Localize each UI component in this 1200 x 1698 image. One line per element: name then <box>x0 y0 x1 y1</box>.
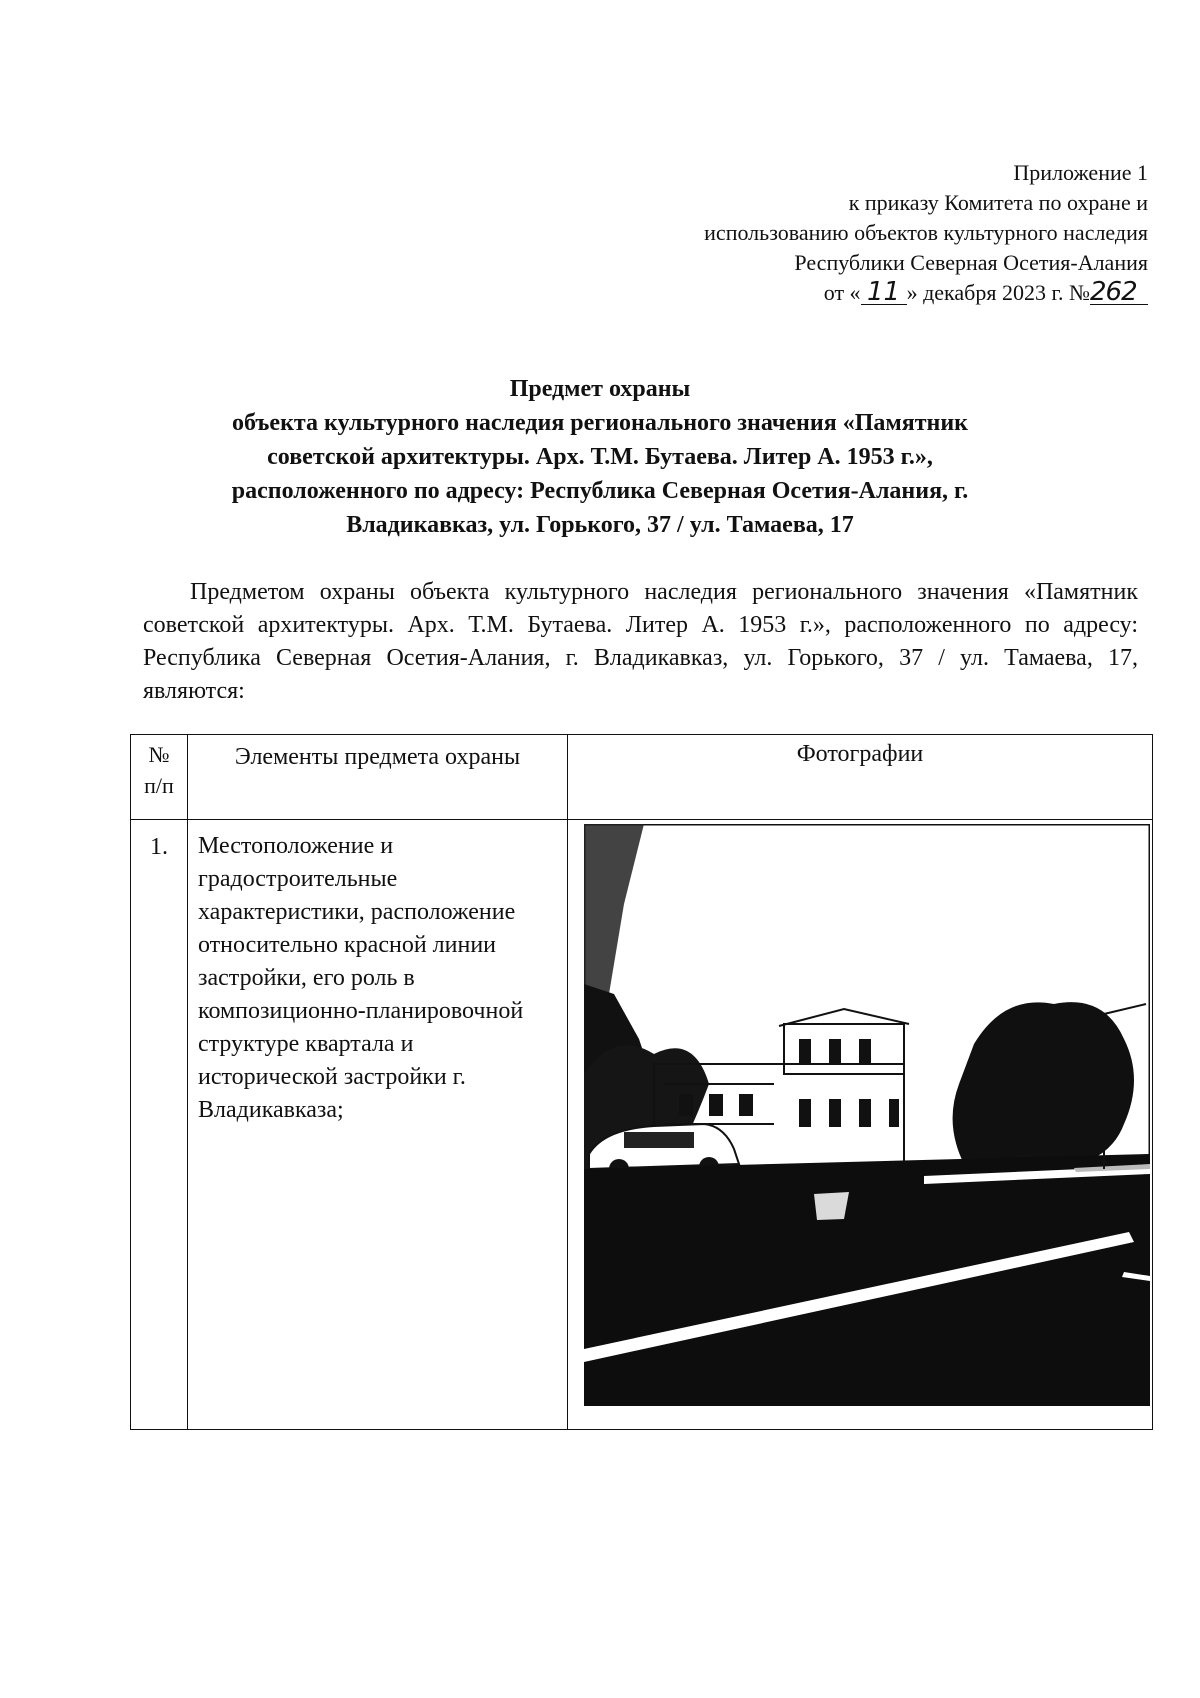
header-number-abbr: п/п <box>144 773 174 798</box>
appendix-title: Приложение 1 <box>1013 160 1148 185</box>
appendix-date-line <box>528 278 1148 308</box>
title-line-3: советской архитектуры. Арх. Т.М. Бутаева. Литер А. 1953 г.», <box>267 444 933 470</box>
appendix-committee: использованию объектов культурного наследия <box>704 220 1148 245</box>
row-element-text: Местоположение и градостроительные характеристики, расположение относительно красной линии застройки, его роль в композиционно-планировочной структуре квартала и исторической застройки г. Владикавказа; <box>188 820 568 1430</box>
building-photo <box>584 824 1150 1406</box>
title-line-4: расположенного по адресу: Республика Северная Осетия-Алания, г. <box>231 478 969 504</box>
title-line-1: Предмет охраны <box>509 376 691 402</box>
handwritten-day: 11 <box>861 280 907 305</box>
handwritten-order-number: 262 <box>1090 280 1148 305</box>
document-title <box>150 372 1050 542</box>
header-photos: Фотографии <box>568 735 1153 820</box>
intro-text: Предметом охраны объекта культурного наследия регионального значения «Памятник советской архитектуры. Арх. Т.М. Бутаева. Литер А. 1953 г.», расположенного по адресу: Республика Северная Осетия-Алания, г. Владикавказ, ул. Горького, 37 / ул. Тамаева, 17, являются: <box>143 579 1138 704</box>
header-number-symbol: № <box>148 742 170 767</box>
protection-elements-table <box>130 734 1153 1430</box>
appendix-header <box>528 158 1148 308</box>
header-elements: Элементы предмета охраны <box>188 735 568 820</box>
title-line-2: объекта культурного наследия регионального значения «Памятник <box>232 410 968 436</box>
date-prefix: от « <box>823 280 861 305</box>
table-header-row <box>131 735 1153 820</box>
title-line-5: Владикавказ, ул. Горького, 37 / ул. Тамаева, 17 <box>346 512 854 538</box>
appendix-republic: Республики Северная Осетия-Алания <box>794 250 1148 275</box>
row-photo-cell <box>568 820 1153 1430</box>
appendix-order-ref: к приказу Комитета по охране и <box>848 190 1148 215</box>
row-number: 1. <box>131 820 188 1430</box>
header-number <box>131 735 188 820</box>
intro-paragraph <box>143 576 1138 708</box>
date-suffix: » декабря 2023 г. № <box>906 280 1090 305</box>
table-row <box>131 820 1153 1430</box>
